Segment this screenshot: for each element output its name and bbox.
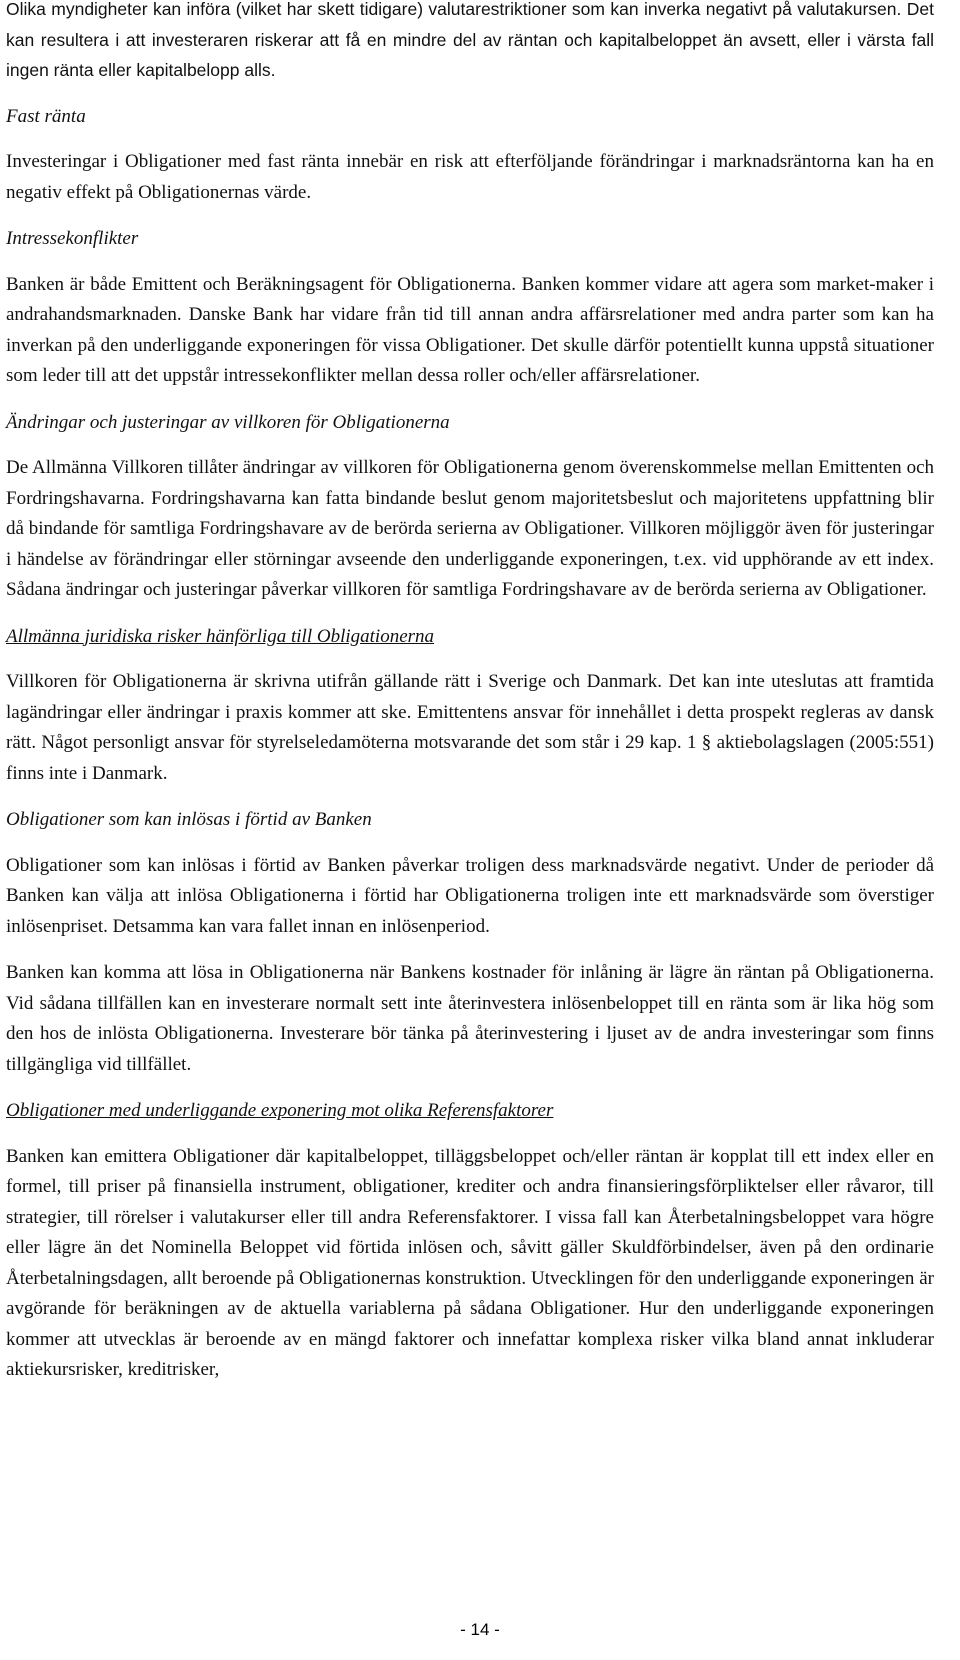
heading-andringar: Ändringar och justeringar av villkoren för Obligationerna	[6, 411, 450, 433]
intro-paragraph: Olika myndigheter kan införa (vilket har skett tidigare) valutarestriktioner som kan inverka negativt på valutakursen. Det kan resultera i att investeraren riskerar att få en mindre del av räntan och kapitalbeloppet än avsett, eller i värsta fall ingen ränta eller kapitalbelopp alls.	[6, 0, 934, 80]
heading-intressekonflikter: Intressekonflikter	[6, 228, 139, 249]
heading-juridiska-risker: Allmänna juridiska risker hänförliga till Obligationerna	[6, 625, 435, 647]
paragraph-intressekonflikter	[6, 270, 934, 392]
heading-inlosas-i-fortid: Obligationer som kan inlösas i förtid av Banken	[6, 809, 372, 830]
paragraph-fast-ranta: Investeringar i Obligationer med fast ränta innebär en risk att efterföljande förändringar i marknadsräntorna kan ha en negativ effekt på Obligationernas värde.	[6, 151, 934, 203]
paragraph-inlosas-1: Obligationer som kan inlösas i förtid av Banken påverkar troligen dess marknadsvärde negativt. Under de perioder då Banken kan välja att inlösa Obligationerna i förtid har Obligationerna troligen inte ett marknadsvärde som överstiger inlösenpriset. Detsamma kan vara fallet innan en inlösenperiod.	[6, 854, 934, 937]
paragraph-intressekonflikter-part-a: Banken är både Emittent och Beräkningsagent för Obligationerna. Banken kommer vidare att agera som market-maker i andrahandsmarknaden.	[6, 273, 934, 325]
paragraph-inlosas-2: Banken kan komma att lösa in Obligationerna när Bankens kostnader för inlåning är lägre än räntan på Obligationerna. Vid sådana tillfällen kan en investerare normalt sett inte återinvestera inlösenbeloppet till en ränta som är lika hög som den hos de inlösta Obligationerna. Investerare bör tänka på återinvestering i ljuset av de andra investeringar som finns tillgängliga vid tillfället.	[6, 962, 934, 1075]
heading-fast-ranta: Fast ränta	[6, 105, 86, 127]
paragraph-juridiska-risker: Villkoren för Obligationerna är skrivna utifrån gällande rätt i Sverige och Danmark. Det kan inte uteslutas att framtida lagändringar eller ändringar i praxis kommer att ske. Emittentens ansvar för innehållet i detta prospekt regleras av dansk rätt. Något personligt ansvar för styrelseledamöterna motsvarande det som står i 29 kap. 1 § aktiebolagslagen (2005:551) finns inte i Danmark.	[6, 671, 934, 784]
page-number: - 14 -	[460, 1620, 500, 1639]
paragraph-intressekonflikter-part-b: Danske Bank har vidare från tid till annan andra affärsrelationer med andra parter som kan ha inverkan på den underliggande exponeringen för vissa Obligationer. Det skulle därför potentiellt kunna uppstå situationer som leder till att det uppstår intressekonflikter mellan dessa roller och/eller affärsrelationer.	[6, 304, 934, 386]
heading-referensfaktorer: Obligationer med underliggande exponering mot olika Referensfaktorer	[6, 1100, 554, 1121]
paragraph-referensfaktorer: Banken kan emittera Obligationer där kapitalbeloppet, tilläggsbeloppet och/eller räntan är kopplat till ett index eller en formel, till priser på finansiella instrument, obligationer, krediter och andra finansieringsförpliktelser eller råvaror, till strategier, till rörelser i valutakurser eller till andra Referensfaktorer. I vissa fall kan Återbetalningsbeloppet vara högre eller lägre än det Nominella Beloppet vid förtida inlösen och, såvitt gäller Skuldförbindelser, även på den ordinarie Återbetalningsdagen, allt beroende på Obligationernas konstruktion. Utvecklingen för den underliggande exponeringen är avgörande för beräkningen av de aktuella variablerna på sådana Obligationer. Hur den underliggande exponeringen kommer att utvecklas är beroende av en mängd faktorer och innefattar komplexa risker vilka bland annat inkluderar aktiekursrisker, kreditrisker,	[6, 1145, 934, 1380]
paragraph-andringar: De Allmänna Villkoren tillåter ändringar av villkoren för Obligationerna genom överenskommelse mellan Emittenten och Fordringshavarna. Fordringshavarna kan fatta bindande beslut genom majoritetsbeslut och majoritetens uppfattning blir då bindande för samtliga Fordringshavare av de berörda serierna av Obligationer. Villkoren möjliggör även för justeringar i händelse av förändringar eller störningar avseende den underliggande exponeringen, t.ex. vid upphörande av ett index. Sådana ändringar och justeringar påverkar villkoren för samtliga Fordringshavare av de berörda serierna av Obligationer.	[6, 457, 934, 600]
